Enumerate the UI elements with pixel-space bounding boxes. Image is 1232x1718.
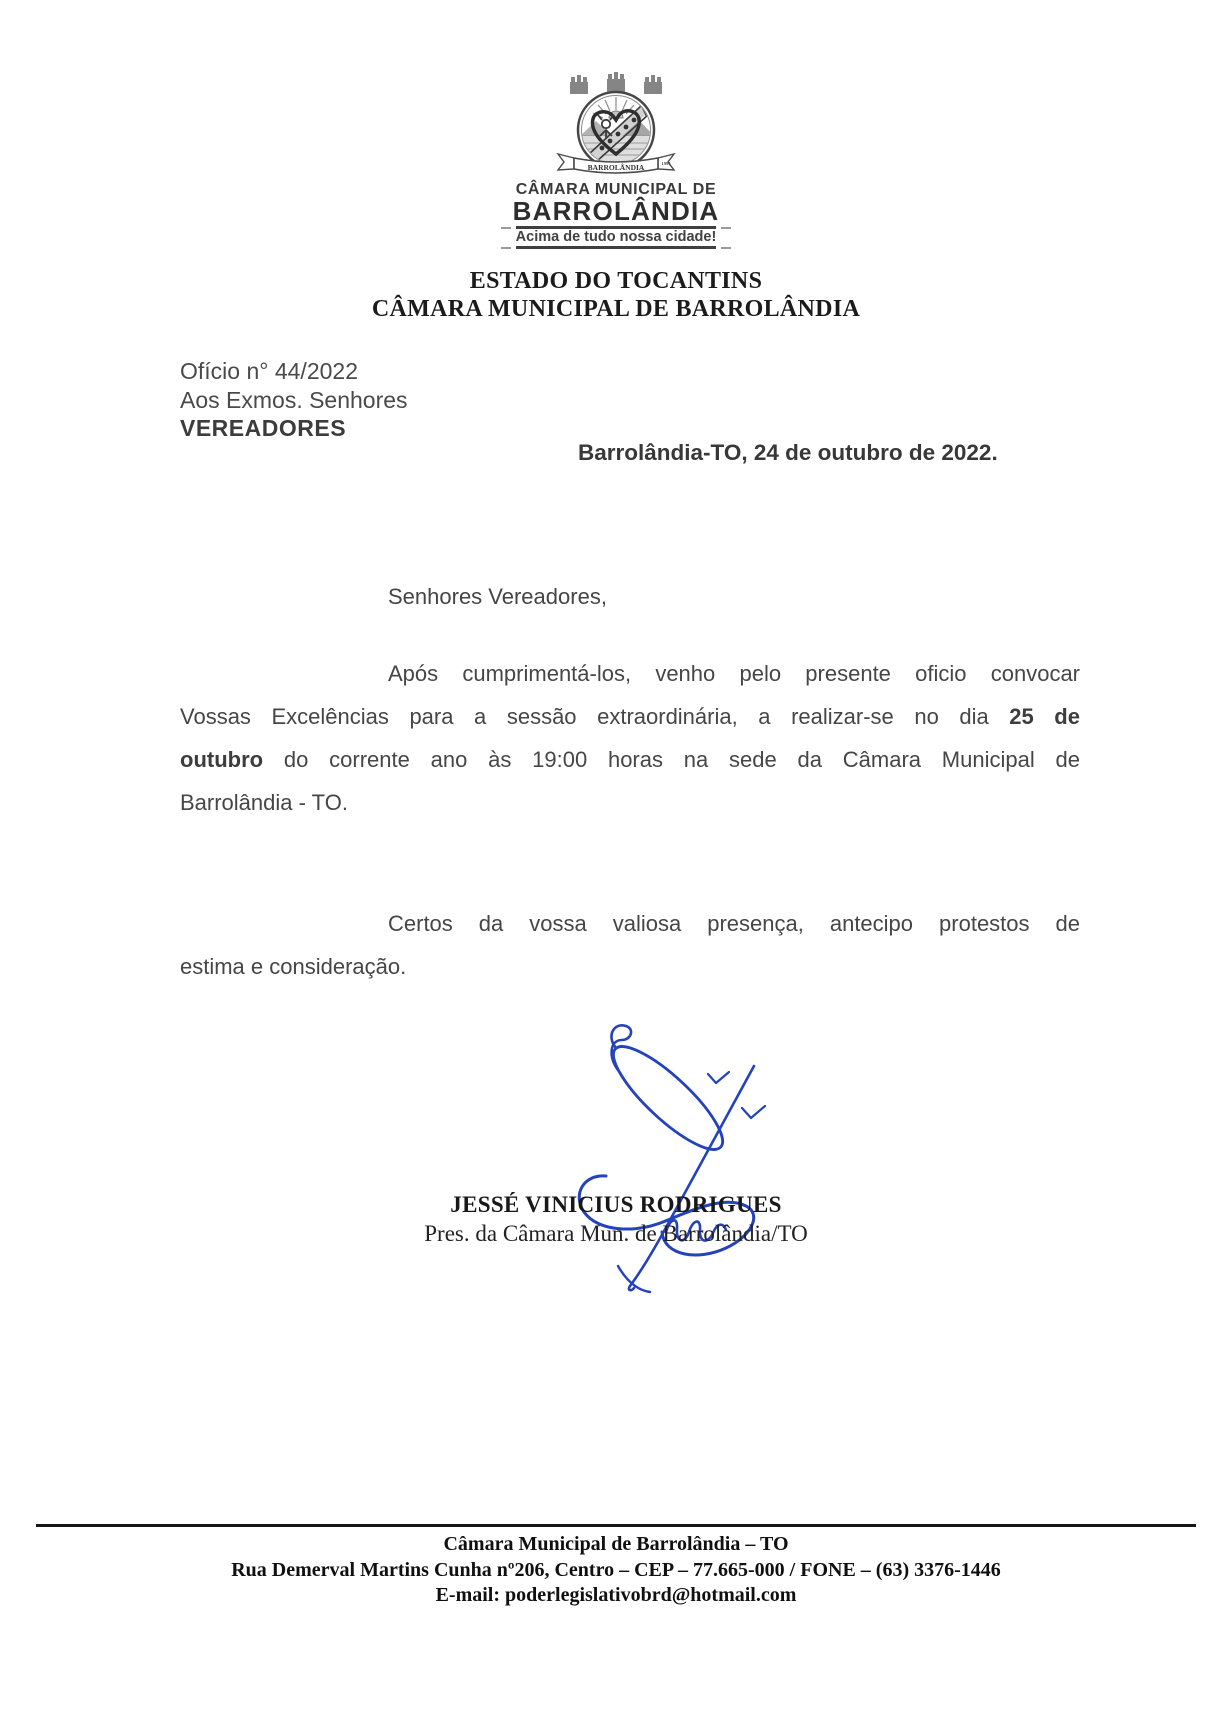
footer [0,1532,1232,1609]
footer-divider [36,1524,1196,1527]
crest-towers [570,72,662,94]
body-line: Certos da vossa valiosa presença, antecipo protestos de [388,911,1080,936]
footer-org: Câmara Municipal de Barrolândia – TO [443,1533,789,1555]
letterhead-tagline: Acima de tudo nossa cidade! [515,229,717,245]
footer-address: Rua Demerval Martins Cunha nº206, Centro – CEP – 77.665-000 / FONE – (63) 3376-1446 [231,1558,1001,1581]
crest-banner-text: BARROLÂNDIA [587,163,645,172]
body-line: Barrolândia - TO. [180,790,348,815]
crest-banner-year: 1990 [661,161,671,166]
dateline: Barrolândia-TO, 24 de outubro de 2022. [578,440,998,465]
addressee-intro: Aos Exmos. Senhores [180,386,408,413]
body-paragraph-2 [180,902,1080,988]
handwritten-signature [558,1018,788,1298]
body-line: estima e consideração. [180,954,407,979]
heading-chamber: CÂMARA MUNICIPAL DE BARROLÂNDIA [371,296,861,322]
addressee: VEREADORES [180,415,347,441]
salutation: Senhores Vereadores, [388,584,607,609]
letterhead-org-line1: CÂMARA MUNICIPAL DE [515,181,717,198]
body-paragraph-1 [180,652,1080,824]
body-line: outubro do corrente ano às 19:00 horas na sede da Câmara Municipal de [180,747,1080,772]
letterhead-divider-bottom [501,246,731,249]
footer-email: E-mail: poderlegislativobrd@hotmail.com [435,1584,797,1606]
municipal-crest-icon [546,70,686,178]
reference-block [180,357,408,443]
body-line: Após cumprimentá-los, venho pelo presente oficio convocar [388,661,1080,686]
heading-state: ESTADO DO TOCANTINS [469,268,763,294]
body-line: Vossas Excelências para a sessão extraordinária, a realizar-se no dia 25 de [180,704,1080,729]
oficio-number: Ofício n° 44/2022 [180,358,358,384]
signer-name: JESSÉ VINICIUS RODRIGUES [450,1192,782,1217]
signer-title: Pres. da Câmara Mun. de Barrolândia/TO [424,1221,808,1246]
letterhead-org-line2: BARROLÂNDIA [512,196,720,226]
